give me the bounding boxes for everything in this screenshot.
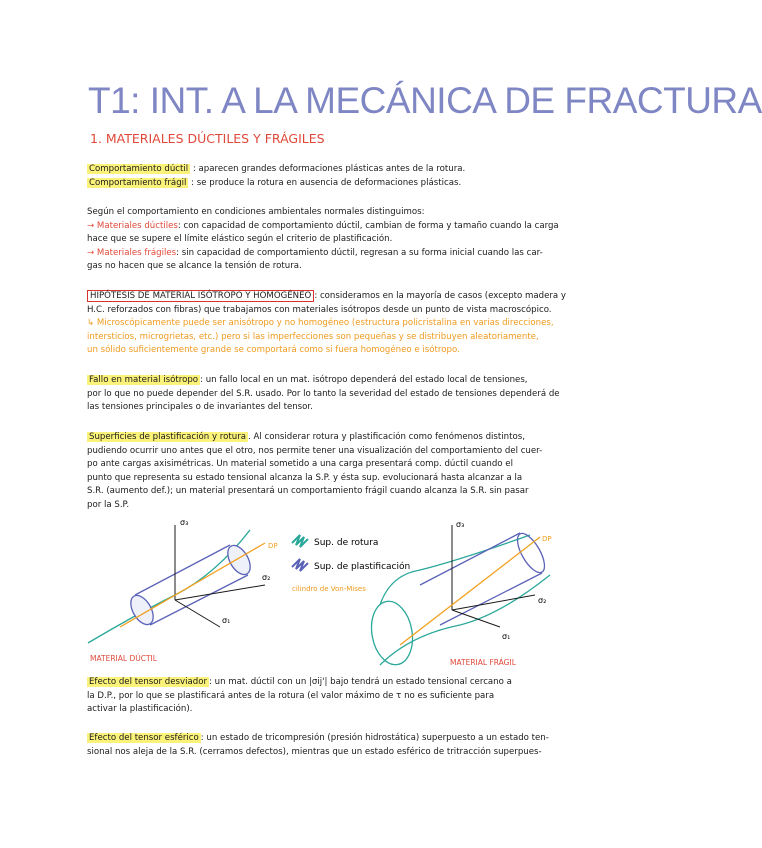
superficies-line-1	[87, 431, 567, 445]
fallo-line-1	[87, 374, 567, 388]
comportamiento-block	[87, 163, 567, 190]
ductil-cylinder-top	[223, 542, 255, 579]
fragil-line	[87, 177, 567, 191]
legend-rotura-swatch	[292, 535, 308, 547]
ductiles-term: → Materiales dúctiles	[87, 220, 178, 231]
desviador-block	[87, 676, 567, 717]
ductil-term: Comportamiento dúctil	[89, 164, 189, 174]
superficies-line-3: po ante cargas axisimétricas. Un material sometido a una carga presentará comp. dúctil cuando el	[87, 459, 513, 470]
fragiles-term: → Materiales frágiles	[87, 247, 177, 258]
legend-rotura-label: Sup. de rotura	[314, 538, 379, 548]
fragiles-line-2: gas no hacen que se alcance la tensión de rotura.	[87, 261, 302, 272]
desviador-term: Efecto del tensor desviador	[89, 677, 207, 687]
section-heading: 1. MATERIALES DÚCTILES Y FRÁGILES	[90, 131, 325, 146]
superficies-line-2: pudiendo ocurrir uno antes que el otro, nos permite tener una visualización del comportamiento del cuer-	[87, 445, 543, 456]
esferico-line-1	[87, 732, 567, 746]
esferico-text-1: : un estado de tricompresión (presión hidrostática) superpuesto a un estado ten-	[200, 733, 549, 743]
ductil-text: : aparecen grandes deformaciones plásticas antes de la rotura.	[192, 164, 466, 174]
fragil-sigma3-label: σ₃	[456, 520, 465, 529]
fragil-rotura-cone	[380, 535, 550, 665]
fragil-dp-label: DP	[542, 535, 552, 543]
hipotesis-note-3: un sólido suficientemente grande se comportará como si fuera homogéneo e isótropo.	[87, 345, 460, 356]
hipotesis-term: HIPÓTESIS DE MATERIAL ISÓTROPO Y HOMOGÉNEO	[87, 290, 314, 302]
ductiles-line-2: hace que se supere el límite elástico según el criterio de plastificación.	[87, 234, 393, 245]
ductil-dp-line	[120, 543, 265, 627]
legend-plast-swatch	[292, 559, 308, 571]
superficies-block	[87, 431, 567, 513]
ductil-diagram	[88, 518, 278, 663]
fragil-term: Comportamiento frágil	[89, 177, 187, 188]
superficies-text-1: . Al considerar rotura y plastificación como fenómenos distintos,	[248, 432, 525, 442]
fragiles-text-1: : sin capacidad de comportamiento dúctil, regresan a su forma inicial cuando las car-	[176, 247, 543, 258]
esferico-term: Efecto del tensor esférico	[89, 733, 199, 743]
fragil-diagram	[367, 520, 552, 668]
hipotesis-note-2: intersticios, microgrietas, etc.) pero si las imperfecciones son pequeñas y se distribuyen aleatoriamente,	[87, 331, 539, 342]
fragil-text: : se produce la rotura en ausencia de deformaciones plásticas.	[191, 177, 462, 188]
superficies-term: Superficies de plastificación y rotura	[89, 432, 247, 442]
ductiles-text-1: : con capacidad de comportamiento dúctil, cambian de forma y tamaño cuando la carga	[177, 220, 559, 231]
ductil-material-label: MATERIAL DÚCTIL	[90, 654, 157, 663]
ductil-sigma1-label: σ₁	[222, 616, 231, 625]
superficies-line-5: S.R. (aumento def.); un material presentará un comportamiento frágil cuando alcanza la S.R. sin pasar	[87, 486, 529, 497]
ductil-sigma2-label: σ₂	[262, 573, 271, 582]
ductil-axis-sigma1	[175, 600, 220, 627]
superficies-line-4: punto que representa su estado tensional alcanza la S.P. y ésta sup. evolucionará hasta alcanzar a la	[87, 472, 523, 483]
fallo-text-1: : un fallo local en un mat. isótropo dependerá del estado local de tensiones,	[200, 375, 528, 385]
hipotesis-text-1: : consideramos en la mayoría de casos (excepto madera y	[314, 291, 567, 301]
fragil-material-label: MATERIAL FRÁGIL	[450, 658, 516, 667]
fragil-dp-line	[400, 537, 540, 645]
fallo-line-3: las tensiones principales o de invariantes del tensor.	[87, 402, 313, 413]
fragil-cylinder	[420, 533, 542, 625]
fragil-sigma2-label: σ₂	[538, 596, 547, 605]
ductiles-line-1	[87, 220, 567, 234]
ductil-sigma3-label: σ₃	[180, 518, 189, 527]
esferico-block	[87, 732, 567, 759]
hipotesis-block	[87, 290, 567, 358]
fallo-term: Fallo en material isótropo	[89, 375, 199, 385]
page-title: T1: INT. A LA MECÁNICA DE FRACTURA	[88, 80, 762, 121]
fragil-sigma1-label: σ₁	[502, 632, 511, 641]
esferico-line-2: sional nos aleja de la S.R. (cerramos defectos), mientras que un estado esférico de tritracción superpues-	[87, 746, 542, 757]
desviador-line-3: activar la plastificación).	[87, 704, 193, 715]
fragiles-line-1	[87, 247, 567, 261]
clasificacion-block	[87, 206, 567, 274]
hipotesis-line-2: H.C. reforzados con fibras) que trabajamos con materiales isótropos desde un punto de vista macroscópico.	[87, 304, 552, 315]
desviador-line-1	[87, 676, 567, 690]
desviador-line-2: la D.P., por lo que se plastificará antes de la rotura (el valor máximo de τ no es suficiente para	[87, 690, 495, 701]
von-mises-label: cilindro de Von-Mises	[292, 585, 366, 593]
hipotesis-note-1: ↳ Microscópicamente puede ser anisótropo y no homogéneo (estructura policristalina en varias direcciones,	[87, 318, 554, 329]
desviador-text-1: : un mat. dúctil con un |σij'| bajo tendrá un estado tensional cercano a	[209, 677, 512, 687]
plastificacion-rotura-diagram	[80, 515, 570, 675]
fragil-cone-base	[367, 598, 418, 668]
legend-plast-label: Sup. de plastificación	[314, 562, 411, 572]
fallo-line-2: por lo que no puede depender del S.R. usado. Por lo tanto la severidad del estado de tensiones dependerá de	[87, 388, 560, 399]
superficies-line-6: por la S.P.	[87, 499, 130, 510]
fallo-block	[87, 374, 567, 415]
ductil-dp-label: DP	[268, 542, 278, 550]
ductil-line	[87, 163, 567, 177]
clasificacion-intro: Según el comportamiento en condiciones ambientales normales distinguimos:	[87, 207, 425, 217]
hipotesis-line-1	[87, 290, 567, 304]
